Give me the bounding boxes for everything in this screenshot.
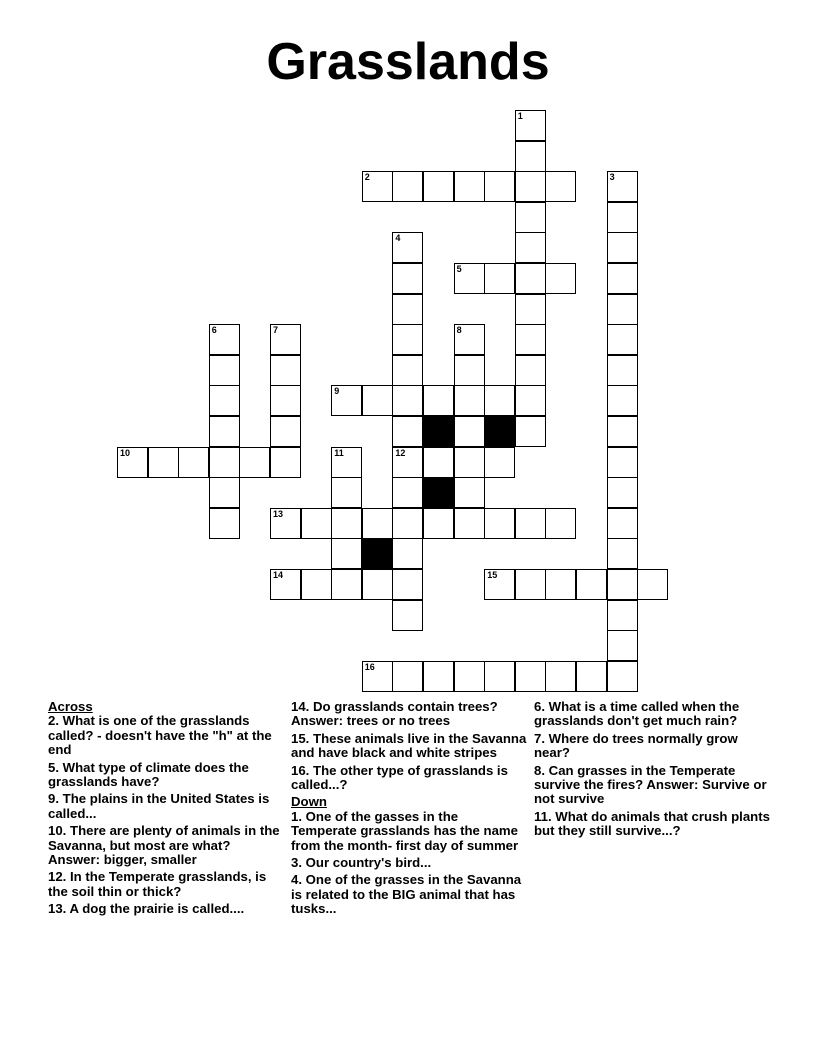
clue-column-1 xyxy=(48,700,284,920)
grid-cell[interactable] xyxy=(607,263,638,294)
cell-number: 9 xyxy=(334,386,340,397)
grid-cell[interactable] xyxy=(209,355,240,386)
clue-text: The other type of grasslands is called...? xyxy=(291,762,508,793)
grid-cell[interactable] xyxy=(392,416,423,447)
grid-cell[interactable] xyxy=(392,569,423,600)
clue-number: 7. xyxy=(534,730,545,746)
grid-cell[interactable] xyxy=(301,508,332,539)
cell-number: 14 xyxy=(273,570,284,580)
clue-9 xyxy=(48,792,284,821)
grid-cell[interactable] xyxy=(270,385,301,416)
grid-cell[interactable] xyxy=(270,508,301,539)
clue-number: 5. xyxy=(48,759,59,775)
grid-cell[interactable] xyxy=(392,600,423,631)
grid-cell[interactable] xyxy=(270,355,301,386)
clue-text: What is a time called when the grasslands don't get much rain? xyxy=(534,699,740,729)
clue-12 xyxy=(48,870,284,899)
clue-2 xyxy=(48,714,284,757)
grid-cell[interactable] xyxy=(607,538,638,569)
cell-number: 11 xyxy=(334,447,344,458)
clue-7 xyxy=(534,732,770,761)
grid-cell[interactable] xyxy=(515,324,546,355)
clue-text: The plains in the United States is called... xyxy=(48,791,270,821)
grid-cell[interactable] xyxy=(331,538,362,569)
clue-number: 1. xyxy=(291,808,302,824)
grid-cell[interactable] xyxy=(331,477,362,508)
grid-cell[interactable] xyxy=(454,477,485,508)
clue-16 xyxy=(291,764,527,793)
grid-cell[interactable] xyxy=(484,447,515,478)
cell-number: 10 xyxy=(120,447,131,458)
clue-text: There are plenty of animals in the Savanna, but most are what? Answer: bigger, smaller xyxy=(48,823,280,868)
clue-1 xyxy=(291,810,527,853)
grid-cell[interactable] xyxy=(607,508,638,539)
grid-cell[interactable] xyxy=(515,110,546,141)
cell-number: 5 xyxy=(456,264,462,274)
clue-11 xyxy=(534,810,770,839)
grid-cell[interactable] xyxy=(454,416,485,447)
clue-text: Can grasses in the Temperate survive the fires? Answer: Survive or not survive xyxy=(534,762,767,807)
grid-cell[interactable] xyxy=(270,324,301,355)
clue-14 xyxy=(291,700,527,729)
grid-cell[interactable] xyxy=(515,171,546,202)
grid-cell[interactable] xyxy=(607,447,638,478)
grid-cell[interactable] xyxy=(209,508,240,539)
grid-cell[interactable] xyxy=(454,171,485,202)
grid-cell[interactable] xyxy=(454,447,485,478)
clue-number: 12. xyxy=(48,869,67,885)
down-heading: Down xyxy=(291,794,327,810)
grid-cell[interactable] xyxy=(484,385,515,416)
grid-black-square xyxy=(423,416,454,447)
grid-cell[interactable] xyxy=(362,171,393,202)
cell-number: 16 xyxy=(364,661,375,672)
clue-8 xyxy=(534,764,770,807)
grid-cell[interactable] xyxy=(515,569,546,600)
clue-number: 16. xyxy=(291,762,310,778)
grid-cell[interactable] xyxy=(607,355,638,386)
grid-cell[interactable] xyxy=(545,508,576,539)
grid-cell[interactable] xyxy=(331,569,362,600)
grid-cell[interactable] xyxy=(362,508,393,539)
grid-black-square xyxy=(484,416,515,447)
clue-number: 14. xyxy=(291,699,310,714)
grid-cell[interactable] xyxy=(392,263,423,294)
clue-13 xyxy=(48,902,284,916)
grid-cell[interactable] xyxy=(392,477,423,508)
grid-cell[interactable] xyxy=(392,171,423,202)
grid-cell[interactable] xyxy=(576,661,607,692)
grid-cell[interactable] xyxy=(515,661,546,692)
grid-cell[interactable] xyxy=(331,447,362,478)
cell-number: 3 xyxy=(609,172,615,183)
grid-cell[interactable] xyxy=(607,630,638,661)
grid-cell[interactable] xyxy=(607,477,638,508)
grid-cell[interactable] xyxy=(423,385,454,416)
grid-cell[interactable] xyxy=(545,171,576,202)
grid-cell[interactable] xyxy=(515,202,546,233)
grid-cell[interactable] xyxy=(607,416,638,447)
grid-cell[interactable] xyxy=(117,447,148,478)
grid-cell[interactable] xyxy=(607,569,638,600)
grid-cell[interactable] xyxy=(607,232,638,263)
grid-cell[interactable] xyxy=(423,171,454,202)
cell-number: 15 xyxy=(487,570,498,580)
cell-number: 12 xyxy=(395,447,406,458)
cell-number: 6 xyxy=(211,325,217,336)
clue-text: One of the gasses in the Temperate grasslands has the name from the month- first day of summer xyxy=(291,808,519,853)
cell-number: 13 xyxy=(273,508,284,519)
grid-cell[interactable] xyxy=(484,569,515,600)
grid-cell[interactable] xyxy=(392,538,423,569)
clue-number: 10. xyxy=(48,823,67,839)
grid-cell[interactable] xyxy=(362,661,393,692)
clue-number: 3. xyxy=(291,855,302,871)
clue-text: Where do trees normally grow near? xyxy=(534,730,738,761)
grid-cell[interactable] xyxy=(301,569,332,600)
grid-cell[interactable] xyxy=(607,385,638,416)
grid-cell[interactable] xyxy=(178,447,209,478)
grid-cell[interactable] xyxy=(454,324,485,355)
grid-cell[interactable] xyxy=(607,294,638,325)
grid-cell[interactable] xyxy=(576,569,607,600)
grid-cell[interactable] xyxy=(423,508,454,539)
grid-cell[interactable] xyxy=(515,141,546,172)
clue-number: 9. xyxy=(48,791,59,807)
grid-cell[interactable] xyxy=(637,569,668,600)
clue-number: 2. xyxy=(48,713,59,729)
grid-cell[interactable] xyxy=(209,385,240,416)
grid-cell[interactable] xyxy=(392,324,423,355)
grid-cell[interactable] xyxy=(545,263,576,294)
grid-cell[interactable] xyxy=(423,447,454,478)
grid-cell[interactable] xyxy=(392,232,423,263)
grid-cell[interactable] xyxy=(545,569,576,600)
grid-cell[interactable] xyxy=(484,171,515,202)
clue-10 xyxy=(48,824,284,867)
grid-cell[interactable] xyxy=(209,447,240,478)
grid-cell[interactable] xyxy=(515,508,546,539)
grid-cell[interactable] xyxy=(454,263,485,294)
grid-cell[interactable] xyxy=(607,324,638,355)
grid-cell[interactable] xyxy=(607,600,638,631)
grid-cell[interactable] xyxy=(239,447,270,478)
clue-text: These animals live in the Savanna and have black and white stripes xyxy=(291,730,527,761)
clue-column-2 xyxy=(291,700,527,920)
grid-cell[interactable] xyxy=(209,416,240,447)
grid-cell[interactable] xyxy=(484,263,515,294)
grid-cell[interactable] xyxy=(515,232,546,263)
clue-number: 11. xyxy=(534,808,552,824)
grid-cell[interactable] xyxy=(515,416,546,447)
grid-cell[interactable] xyxy=(392,508,423,539)
grid-black-square xyxy=(362,538,393,569)
grid-cell[interactable] xyxy=(209,477,240,508)
grid-cell[interactable] xyxy=(362,385,393,416)
clue-4 xyxy=(291,873,527,916)
clue-15 xyxy=(291,732,527,761)
grid-black-square xyxy=(423,477,454,508)
grid-cell[interactable] xyxy=(607,202,638,233)
grid-cell[interactable] xyxy=(392,355,423,386)
grid-cell[interactable] xyxy=(392,661,423,692)
grid-cell[interactable] xyxy=(209,324,240,355)
grid-cell[interactable] xyxy=(270,447,301,478)
clue-text: Our country's bird... xyxy=(302,855,432,871)
grid-cell[interactable] xyxy=(607,171,638,202)
puzzle-title: Grasslands xyxy=(266,33,550,91)
grid-cell[interactable] xyxy=(148,447,179,478)
grid-cell[interactable] xyxy=(454,355,485,386)
clue-text: What do animals that crush plants but they still survive...? xyxy=(534,808,770,839)
grid-cell[interactable] xyxy=(392,385,423,416)
clue-text: One of the grasses in the Savanna is related to the BIG animal that has tusks... xyxy=(291,872,522,917)
grid-cell[interactable] xyxy=(392,294,423,325)
across-heading: Across xyxy=(48,699,93,714)
clue-text: Do grasslands contain trees? Answer: trees or no trees xyxy=(291,699,498,729)
clue-text: What is one of the grasslands called? - doesn't have the "h" at the end xyxy=(48,713,272,758)
grid-cell[interactable] xyxy=(515,355,546,386)
grid-cell[interactable] xyxy=(362,569,393,600)
grid-cell[interactable] xyxy=(607,661,638,692)
clue-text: In the Temperate grasslands, is the soil thin or thick? xyxy=(48,869,267,899)
grid-cell[interactable] xyxy=(515,263,546,294)
clue-number: 15. xyxy=(291,730,310,746)
clue-number: 8. xyxy=(534,762,545,778)
cell-number: 1 xyxy=(517,111,523,121)
grid-cell[interactable] xyxy=(454,385,485,416)
grid-cell[interactable] xyxy=(484,661,515,692)
clue-text: What type of climate does the grasslands have? xyxy=(48,759,249,790)
cell-number: 4 xyxy=(395,233,401,244)
grid-cell[interactable] xyxy=(545,661,576,692)
clue-6 xyxy=(534,700,770,729)
grid-cell[interactable] xyxy=(423,661,454,692)
grid-cell[interactable] xyxy=(515,385,546,416)
clue-5 xyxy=(48,761,284,790)
grid-cell[interactable] xyxy=(392,447,423,478)
cell-number: 7 xyxy=(273,325,279,336)
clue-3 xyxy=(291,856,527,870)
clue-number: 6. xyxy=(534,699,545,714)
clue-number: 4. xyxy=(291,872,302,888)
grid-cell[interactable] xyxy=(484,508,515,539)
grid-cell[interactable] xyxy=(331,508,362,539)
cell-number: 2 xyxy=(364,172,370,183)
grid-cell[interactable] xyxy=(270,569,301,600)
grid-cell[interactable] xyxy=(331,385,362,416)
cell-number: 8 xyxy=(456,325,462,336)
clue-text: A dog the prairie is called.... xyxy=(66,901,245,917)
clue-number: 13. xyxy=(48,901,67,917)
grid-cell[interactable] xyxy=(515,294,546,325)
grid-cell[interactable] xyxy=(454,508,485,539)
grid-cell[interactable] xyxy=(454,661,485,692)
grid-cell[interactable] xyxy=(270,416,301,447)
clue-column-3 xyxy=(534,700,770,842)
